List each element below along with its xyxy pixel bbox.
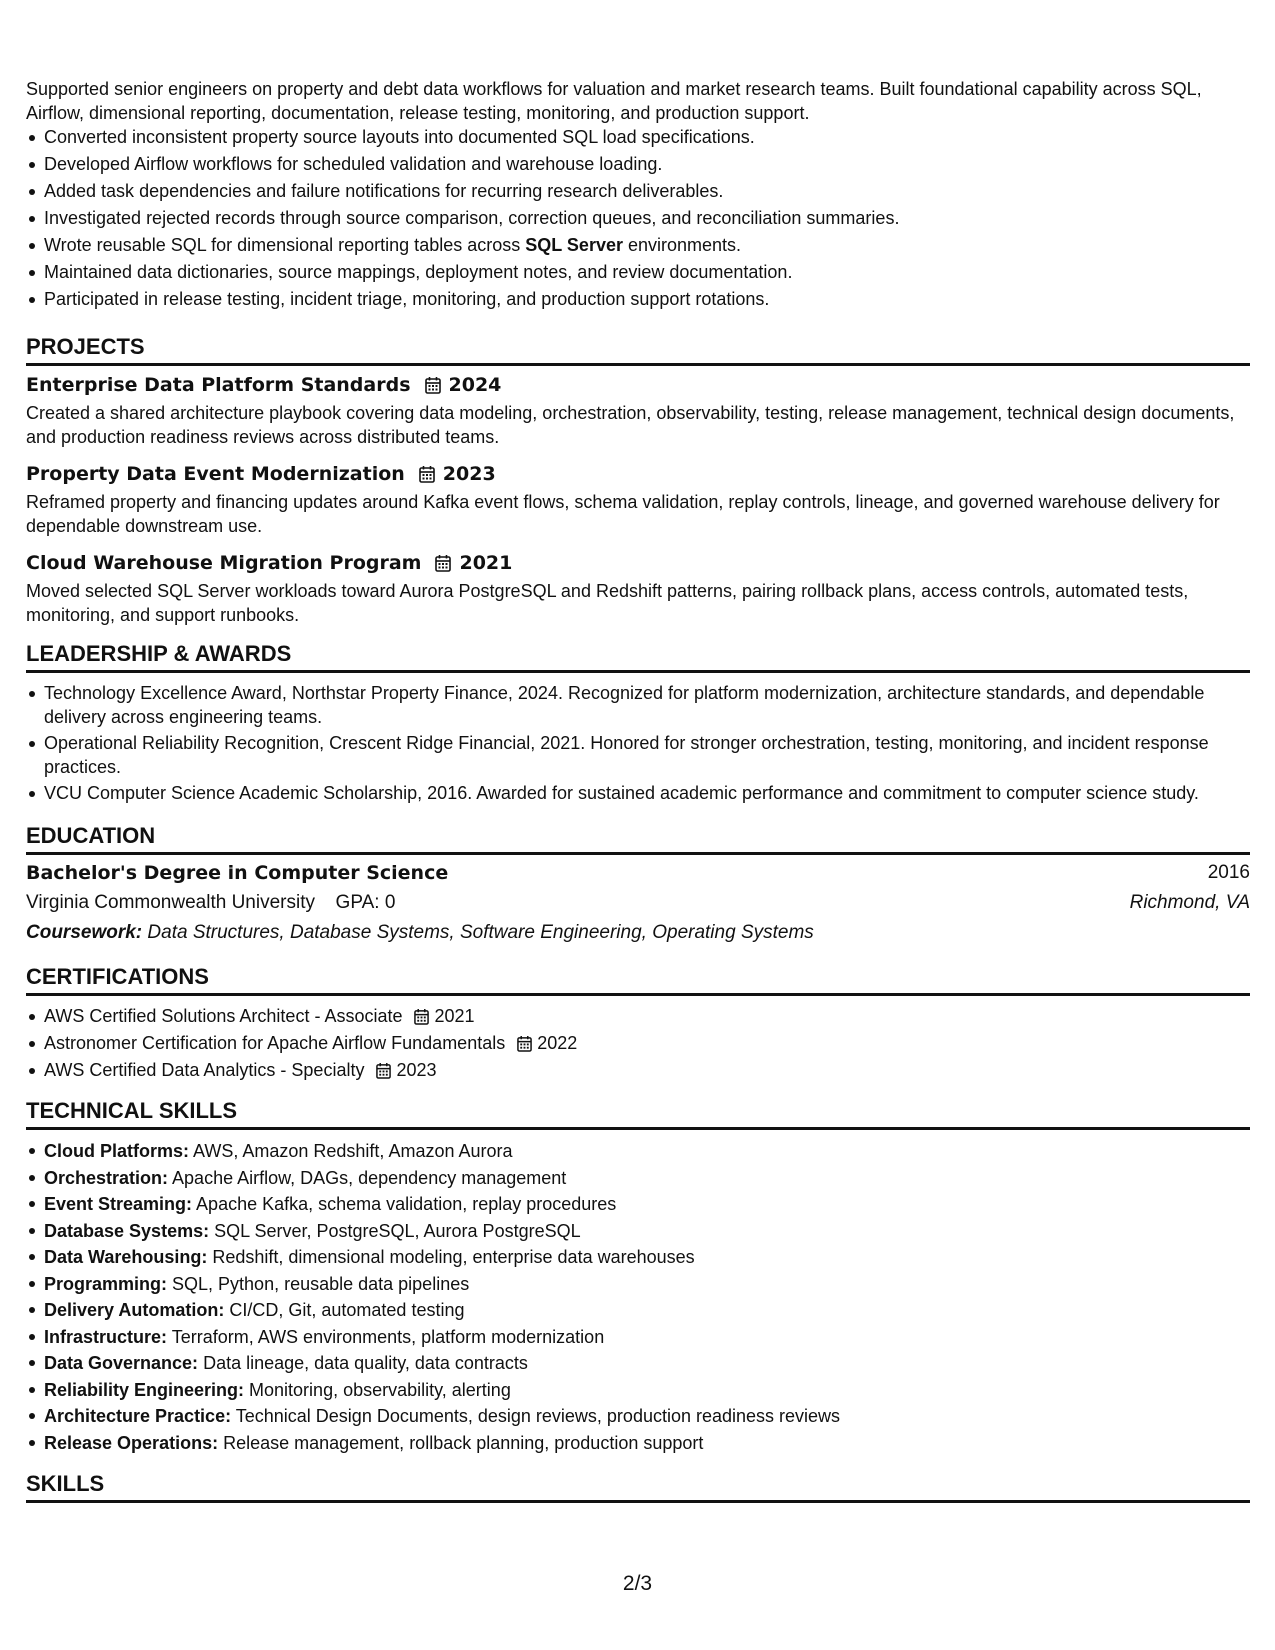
skill-category: Architecture Practice: [44,1406,232,1426]
skill-values: AWS, Amazon Redshift, Amazon Aurora [189,1141,513,1161]
project-description: Reframed property and financing updates around Kafka event flows, schema validation, replay controls, lineage, and governed warehouse delivery for dependable downstream use. [26,492,1220,536]
experience-summary: Supported senior engineers on property and debt data workflows for valuation and market research teams. Built foundational capability across SQL, Airflow, dimensional reporting, documentation, release testing, monitoring, and production support. [26,79,1202,123]
certification-name: AWS Certified Data Analytics - Specialty [44,1060,365,1080]
list-item [44,1324,1250,1351]
skill-values: CI/CD, Git, automated testing [224,1300,465,1320]
resume-page [26,77,1250,1503]
experience-bullets [26,125,1250,311]
skill-category: Reliability Engineering: [44,1379,245,1400]
skill-category: Cloud Platforms: [44,1141,190,1161]
section-heading-education: EDUCATION [26,822,1250,855]
project-title [26,461,1250,487]
certification-list [26,1004,1250,1082]
certification-year: 2023 [396,1060,437,1080]
project-description: Moved selected SQL Server workloads toward Aurora PostgreSQL and Redshift patterns, pairing rollback plans, access controls, automated tests, monitoring, and support runbooks. [26,581,1189,625]
list-item [44,1297,1250,1324]
list-item: Maintained data dictionaries, source mappings, deployment notes, and review documentation. [44,260,1250,284]
technical-skills-list [26,1138,1250,1456]
skill-category: Database Systems: [44,1220,210,1241]
list-item [44,1271,1250,1298]
section-heading-projects: PROJECTS [26,333,1250,366]
list-item [44,233,1250,257]
leadership-list [26,681,1250,805]
list-item [44,1138,1250,1165]
section-heading-certifications: CERTIFICATIONS [26,963,1250,996]
skill-category: Infrastructure: [44,1326,168,1347]
certification-name: AWS Certified Solutions Architect - Associate [44,1006,403,1026]
skill-category: Programming: [44,1273,168,1294]
list-item [44,1377,1250,1404]
skill-values: Data lineage, data quality, data contracts [198,1353,528,1373]
skill-category: Delivery Automation: [44,1300,225,1320]
list-item [44,1058,1250,1082]
bullet-text: environments. [622,235,742,255]
skill-values: Technical Design Documents, design reviews, production readiness reviews [231,1406,841,1426]
list-item [44,1004,1250,1028]
skill-values: Redshift, dimensional modeling, enterprise data warehouses [207,1247,695,1267]
school-location: Richmond, VA [1129,892,1250,913]
skill-values: Apache Kafka, schema validation, replay procedures [192,1194,617,1214]
project-title [26,372,1250,398]
list-item: Converted inconsistent property source layouts into documented SQL load specifications. [44,125,1250,149]
skill-category: Data Warehousing: [44,1247,208,1267]
education-row [26,888,1250,918]
certification-year: 2021 [434,1006,475,1026]
school-name: Virginia Commonwealth University [26,892,315,913]
skill-category: Orchestration: [44,1167,169,1188]
list-item [44,1430,1250,1457]
coursework-list: Data Structures, Database Systems, Software Engineering, Operating Systems [147,922,814,943]
calendar-icon [425,376,441,394]
list-item: Technology Excellence Award, Northstar Property Finance, 2024. Recognized for platform modernization, architecture standards, and dependable delivery across engineering teams. [44,681,1250,729]
education-row [26,858,1250,888]
calendar-icon [517,1035,532,1052]
calendar-icon [414,1008,429,1025]
section-heading-leadership: LEADERSHIP & AWARDS [26,640,1250,673]
list-item [44,1031,1250,1055]
list-item: Investigated rejected records through source comparison, correction queues, and reconciliation summaries. [44,206,1250,230]
certification-name: Astronomer Certification for Apache Airflow Fundamentals [44,1033,506,1053]
skill-category: Release Operations: [44,1432,219,1453]
section-heading-skills: SKILLS [26,1470,1250,1503]
skill-values: SQL, Python, reusable data pipelines [167,1273,470,1294]
bullet-text: Wrote reusable SQL for dimensional reporting tables across [44,235,526,255]
skill-values: Monitoring, observability, alerting [244,1379,511,1400]
page-number: 2/3 [622,1572,653,1595]
list-item [44,1350,1250,1377]
list-item: Operational Reliability Recognition, Crescent Ridge Financial, 2021. Honored for stronger orchestration, testing, monitoring, and incident response practices. [44,731,1250,779]
list-item: Added task dependencies and failure notifications for recurring research deliverables. [44,179,1250,203]
coursework-label: Coursework: [26,922,143,943]
list-item: Participated in release testing, incident triage, monitoring, and production support rotations. [44,287,1250,311]
section-heading-technical-skills: TECHNICAL SKILLS [26,1097,1250,1130]
project-name: Property Data Event Modernization [26,463,405,485]
project-name: Cloud Warehouse Migration Program [26,552,422,574]
calendar-icon [376,1062,391,1079]
list-item [44,1244,1250,1271]
skill-category: Data Governance: [44,1353,199,1373]
skill-values: Release management, rollback planning, production support [218,1432,704,1453]
bullet-bold-text: SQL Server [525,235,623,255]
project-name: Enterprise Data Platform Standards [26,374,411,396]
calendar-icon [419,465,435,483]
project-year: 2024 [448,374,502,396]
certification-year: 2022 [537,1033,578,1053]
skill-values: Apache Airflow, DAGs, dependency management [168,1167,567,1188]
list-item: VCU Computer Science Academic Scholarship, 2016. Awarded for sustained academic performance and commitment to computer science study. [44,781,1250,805]
list-item [44,1165,1250,1192]
skill-category: Event Streaming: [44,1194,193,1214]
coursework-row [26,918,1250,948]
list-item: Developed Airflow workflows for scheduled validation and warehouse loading. [44,152,1250,176]
degree-title: Bachelor's Degree in Computer Science [26,862,449,884]
list-item [44,1403,1250,1430]
project-title [26,550,1250,576]
calendar-icon [435,554,451,572]
list-item [44,1191,1250,1218]
project-description: Created a shared architecture playbook covering data modeling, orchestration, observability, testing, release management, technical design documents, and production readiness reviews across distributed teams. [26,403,1235,447]
gpa: GPA: 0 [335,892,396,913]
list-item [44,1218,1250,1245]
skill-values: Terraform, AWS environments, platform modernization [167,1326,605,1347]
project-year: 2023 [442,463,496,485]
skill-values: SQL Server, PostgreSQL, Aurora PostgreSQL [209,1220,581,1241]
project-year: 2021 [459,552,513,574]
graduation-year: 2016 [1207,862,1250,883]
